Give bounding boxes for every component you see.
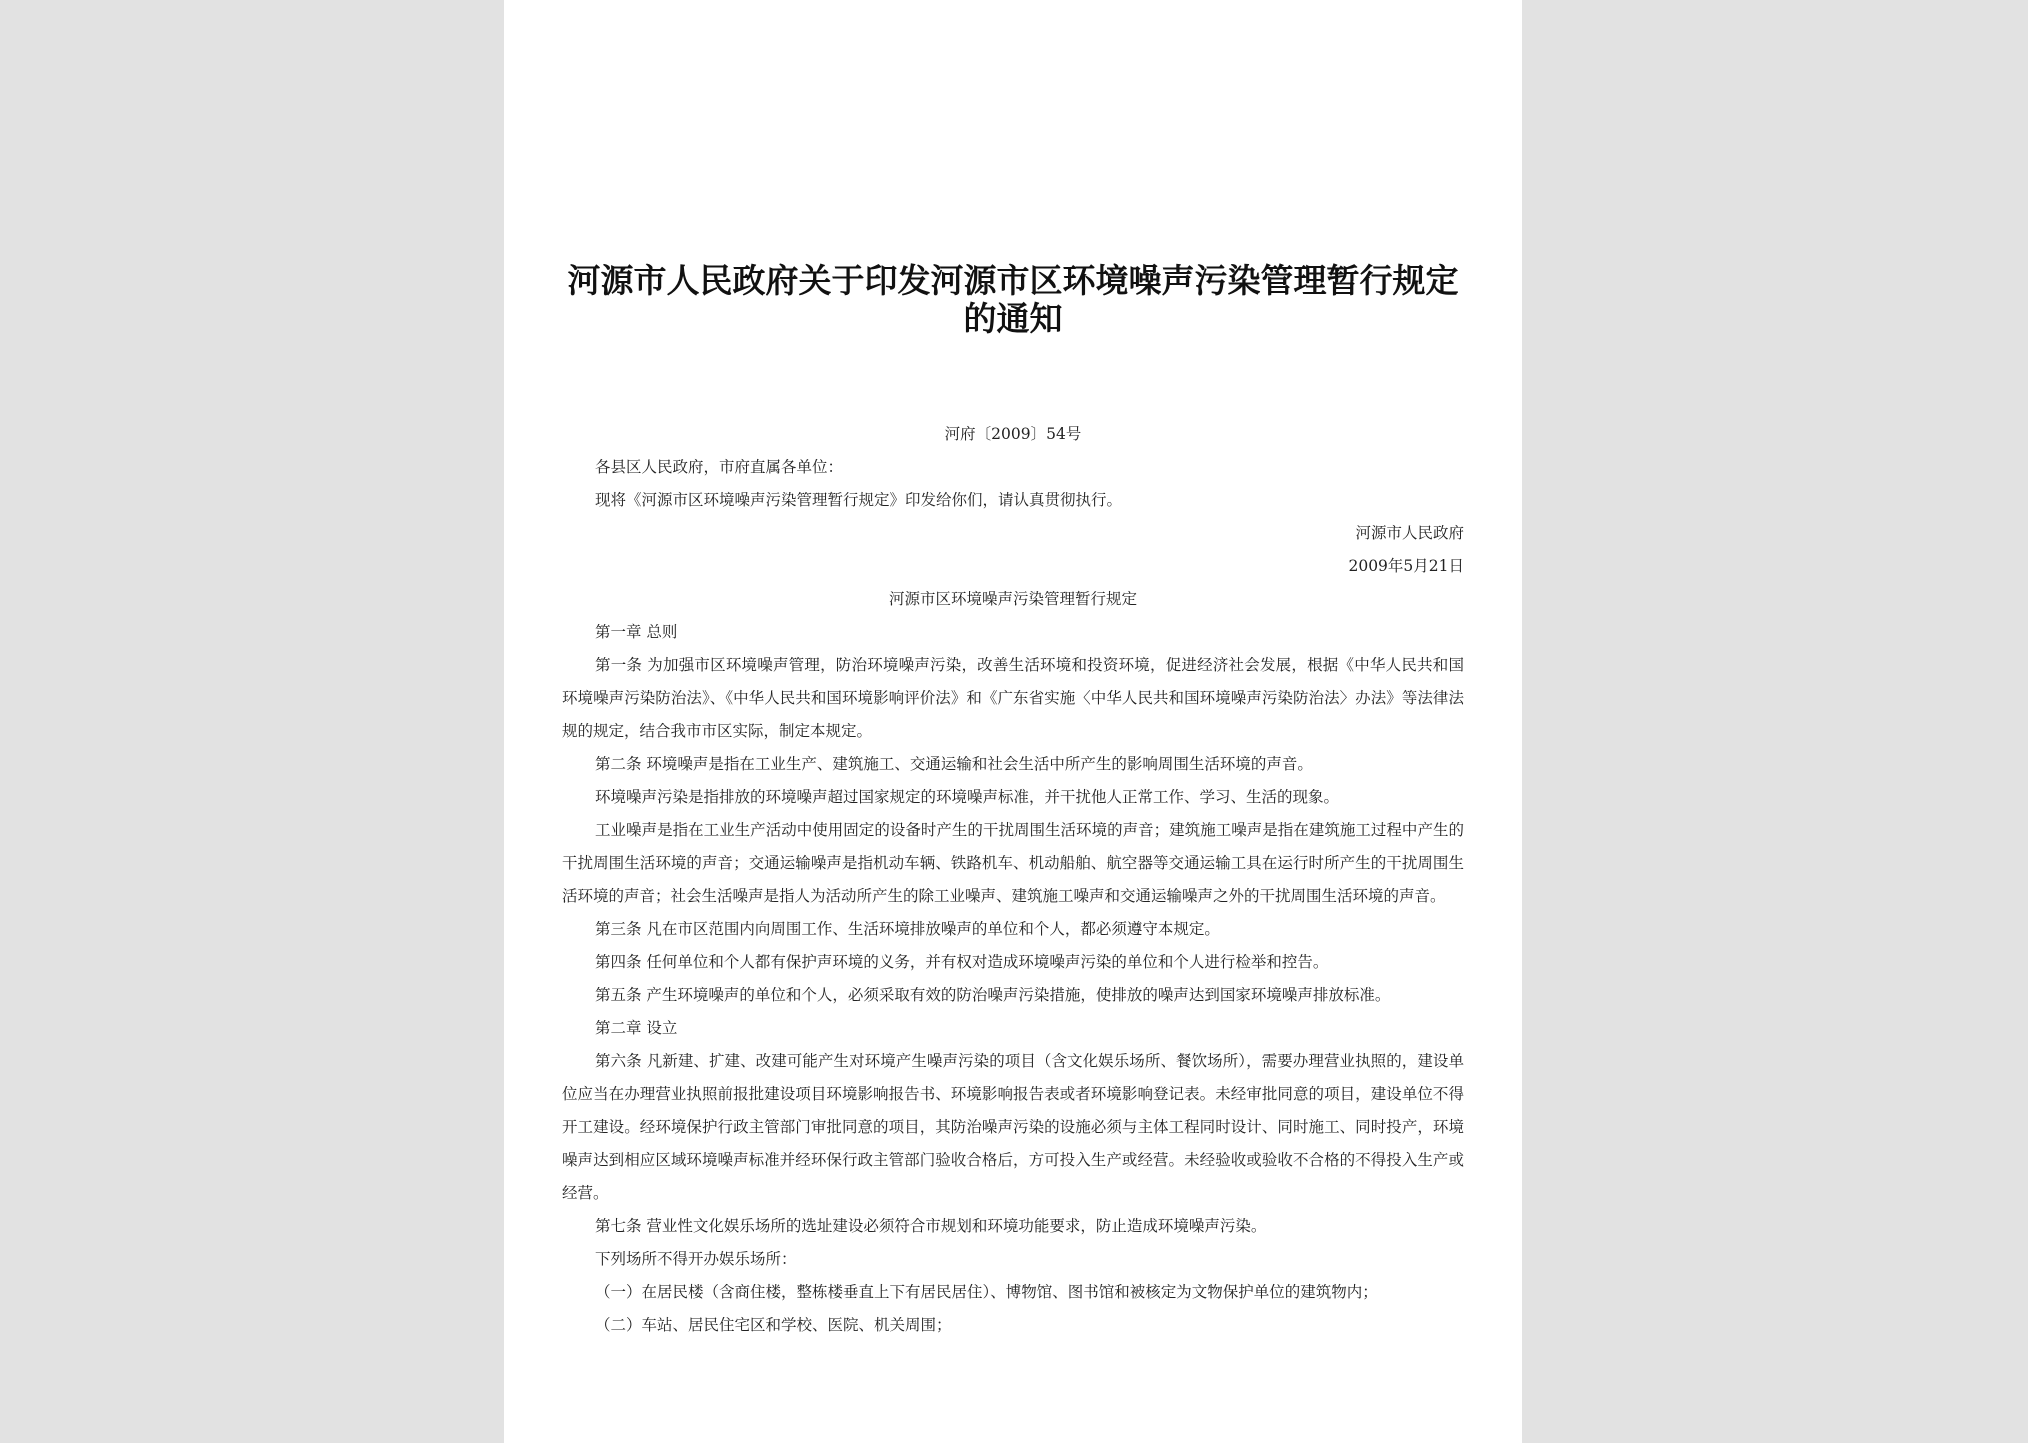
chapter-heading: 第二章 设立 (595, 1019, 678, 1037)
article-5: 第五条 产生环境噪声的单位和个人，必须采取有效的防治噪声污染措施，使排放的噪声达到国家环境噪声排放标准。 (595, 986, 1391, 1004)
document-number: 河府〔2009〕54号 (944, 425, 1082, 443)
article-7: 第七条 营业性文化娱乐场所的选址建设必须符合市规划和环境功能要求，防止造成环境噪声污染。 (595, 1217, 1267, 1235)
document-body (562, 418, 1464, 1342)
article-2: 第二条 环境噪声是指在工业生产、建筑施工、交通运输和社会生活中所产生的影响周围生活环境的声音。 (595, 755, 1313, 773)
document-title: 河源市人民政府关于印发河源市区环境噪声污染管理暂行规定的通知 (567, 261, 1459, 338)
article-7-item-2: （二）车站、居民住宅区和学校、医院、机关周围； (595, 1316, 952, 1334)
article-3: 第三条 凡在市区范围内向周围工作、生活环境排放噪声的单位和个人，都必须遵守本规定。 (595, 920, 1220, 938)
document-page (504, 0, 1522, 1443)
article-6: 第六条 凡新建、扩建、改建可能产生对环境产生噪声污染的项目（含文化娱乐场所、餐饮场所），需要办理营业执照的，建设单位应当在办理营业执照前报批建设项目环境影响报告书、环境影响报告表或者环境影响登记表。未经审批同意的项目，建设单位不得开工建设。经环境保护行政主管部门审批同意的项目，其防治噪声污染的设施必须与主体工程同时设计、同时施工、同时投产，环境噪声达到相应区域环境噪声标准并经环保行政主管部门验收合格后，方可投入生产或经营。未经验收或验收不合格的不得投入生产或经营。 (562, 1052, 1464, 1202)
issuer: 河源市人民政府 (1355, 524, 1464, 542)
article-7-item-1: （一）在居民楼（含商住楼，整栋楼垂直上下有居民居住）、博物馆、图书馆和被核定为文物保护单位的建筑物内； (595, 1283, 1378, 1301)
article-4: 第四条 任何单位和个人都有保护声环境的义务，并有权对造成环境噪声污染的单位和个人进行检举和控告。 (595, 953, 1329, 971)
chapter-heading: 第一章 总则 (595, 623, 678, 641)
regulation-title: 河源市区环境噪声污染管理暂行规定 (888, 590, 1137, 608)
article-1: 第一条 为加强市区环境噪声管理，防治环境噪声污染，改善生活环境和投资环境，促进经济社会发展，根据《中华人民共和国环境噪声污染防治法》、《中华人民共和国环境影响评价法》和《广东省实施〈中华人民共和国环境噪声污染防治法〉办法》等法律法规的规定，结合我市市区实际，制定本规定。 (562, 656, 1464, 740)
intro-paragraph: 现将《河源市区环境噪声污染管理暂行规定》印发给你们，请认真贯彻执行。 (595, 491, 1123, 509)
article-2-paragraph-2: 环境噪声污染是指排放的环境噪声超过国家规定的环境噪声标准，并干扰他人正常工作、学习、生活的现象。 (595, 788, 1340, 806)
addressee: 各县区人民政府，市府直属各单位： (595, 458, 844, 476)
issue-date: 2009年5月21日 (1348, 557, 1464, 575)
article-2-paragraph-3: 工业噪声是指在工业生产活动中使用固定的设备时产生的干扰周围生活环境的声音；建筑施工噪声是指在建筑施工过程中产生的干扰周围生活环境的声音；交通运输噪声是指机动车辆、铁路机车、机动船舶、航空器等交通运输工具在运行时所产生的干扰周围生活环境的声音；社会生活噪声是指人为活动所产生的除工业噪声、建筑施工噪声和交通运输噪声之外的干扰周围生活环境的声音。 (562, 821, 1464, 905)
article-7-paragraph-2: 下列场所不得开办娱乐场所： (595, 1250, 797, 1268)
